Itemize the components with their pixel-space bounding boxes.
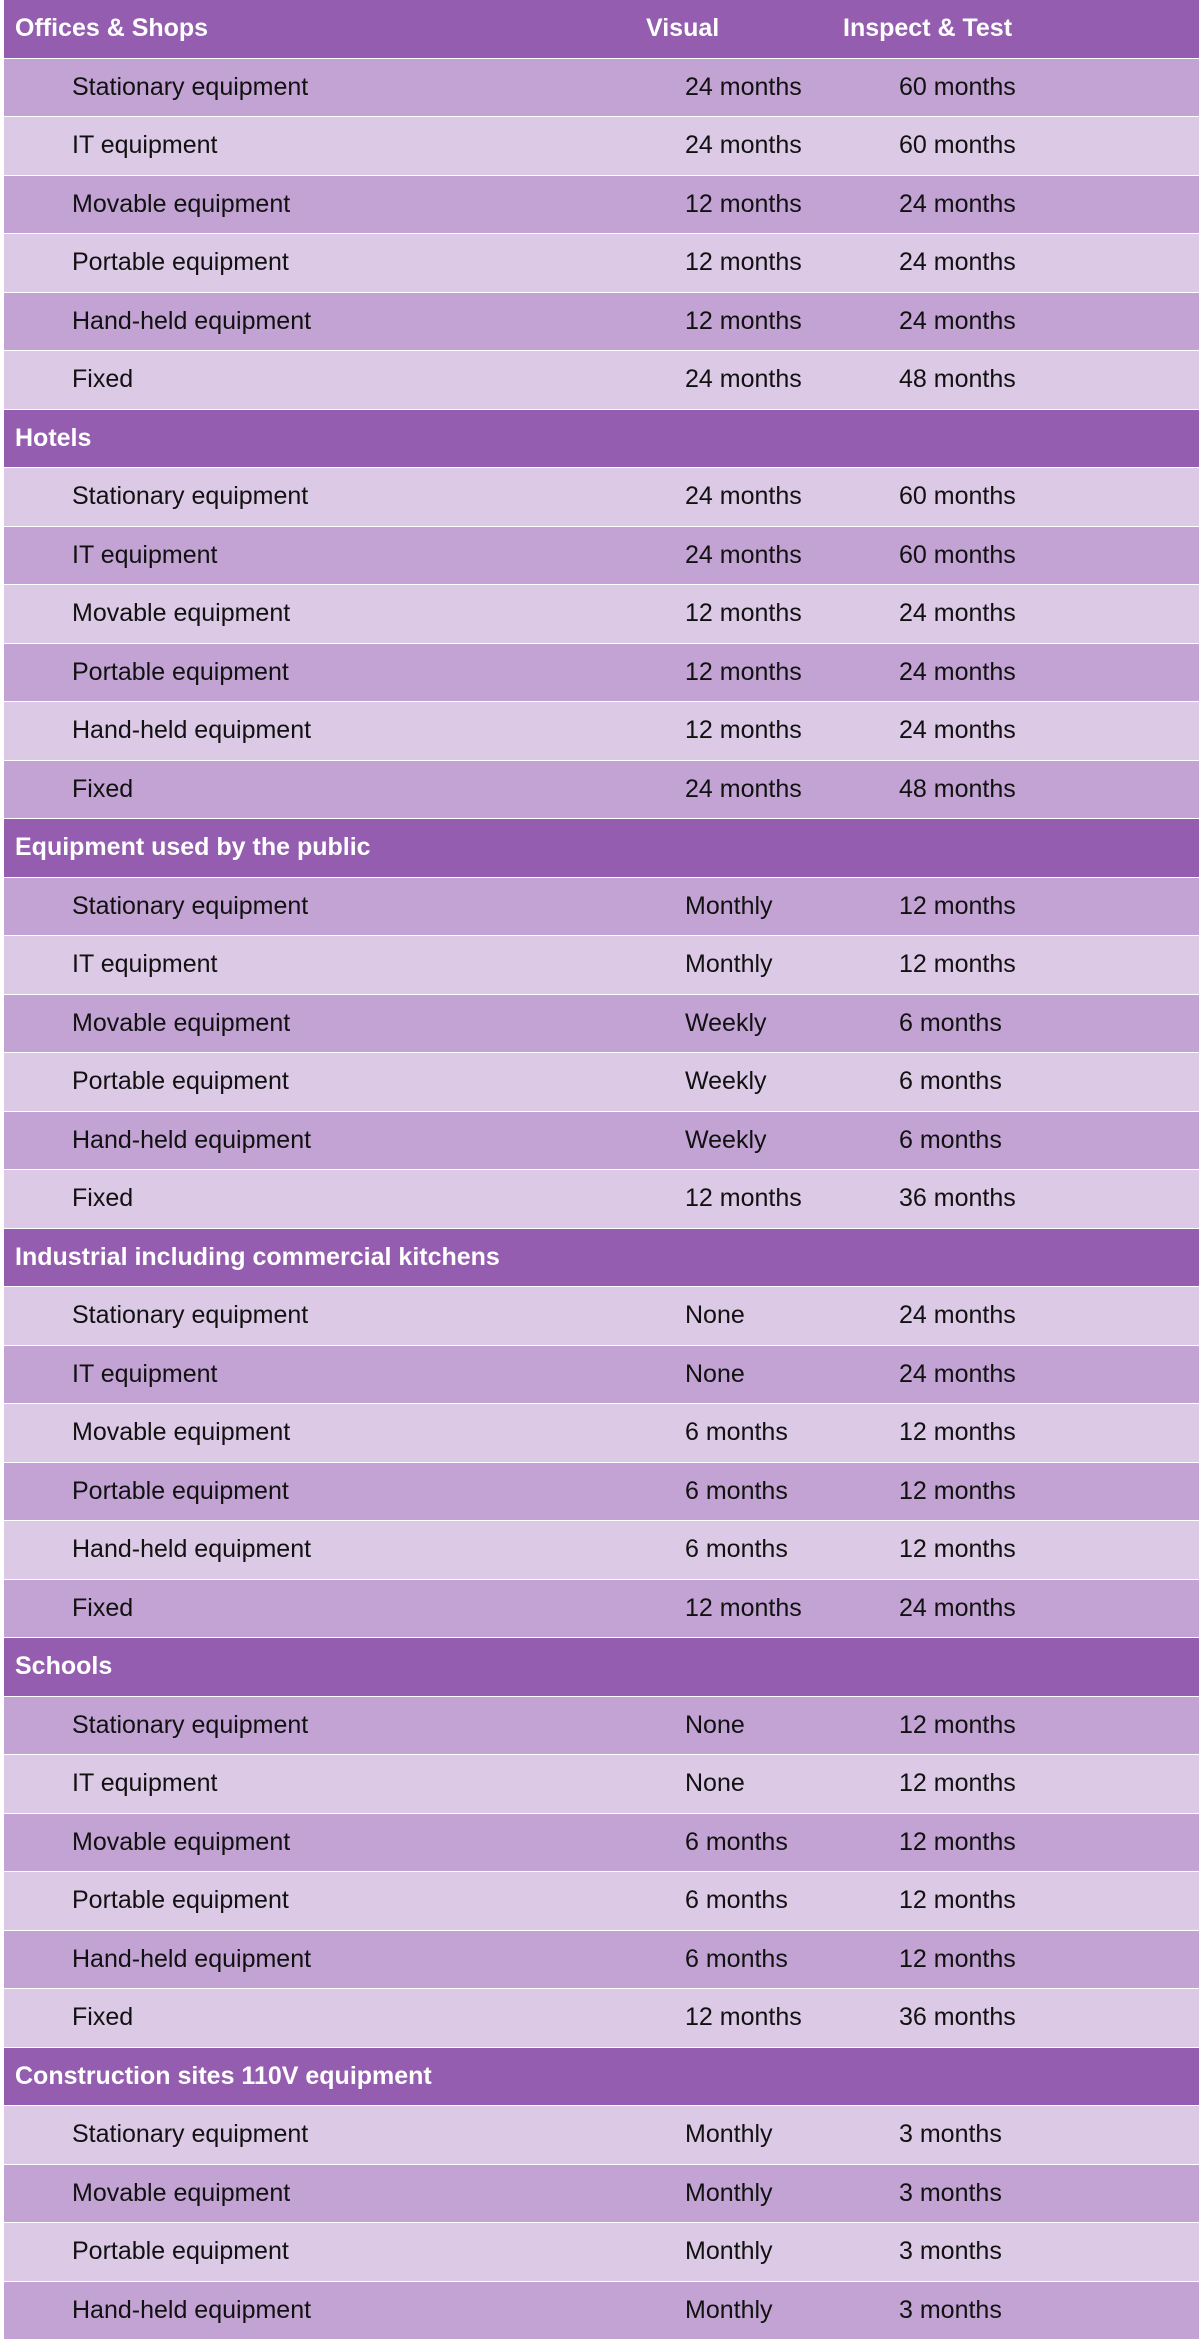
- table-row: [4, 1170, 1199, 1229]
- table-row: [4, 1463, 1199, 1522]
- table-row: [4, 2165, 1199, 2224]
- equipment-name: Hand-held equipment: [72, 1944, 312, 1973]
- visual-interval: Weekly: [685, 1008, 767, 1037]
- equipment-name: Movable equipment: [72, 1827, 291, 1856]
- equipment-name: Stationary equipment: [72, 2120, 309, 2148]
- visual-interval: Monthly: [685, 891, 773, 920]
- inspect-interval: 60 months: [899, 482, 1016, 510]
- table-row: [4, 293, 1199, 352]
- table-row: [4, 761, 1199, 820]
- inspect-interval: 48 months: [899, 365, 1016, 393]
- table-row: [4, 351, 1199, 410]
- inspect-interval: 3 months: [899, 2295, 1002, 2324]
- equipment-name: Hand-held equipment: [72, 1125, 312, 1154]
- equipment-name: Movable equipment: [72, 189, 291, 218]
- section-title: Construction sites 110V equipment: [15, 2061, 432, 2090]
- inspect-interval: 6 months: [899, 1008, 1002, 1037]
- equipment-name: Stationary equipment: [72, 1710, 309, 1739]
- column-header-visual: Visual: [646, 14, 720, 42]
- inspect-interval: 12 months: [899, 1827, 1016, 1856]
- inspect-interval: 12 months: [899, 1418, 1016, 1446]
- visual-interval: Monthly: [685, 2178, 773, 2207]
- equipment-name: Stationary equipment: [72, 482, 309, 510]
- section-title: Schools: [15, 1652, 113, 1680]
- inspect-interval: 24 months: [899, 189, 1016, 218]
- section-title: Equipment used by the public: [15, 833, 371, 861]
- equipment-name: Portable equipment: [72, 1476, 289, 1505]
- table-row: [4, 995, 1199, 1054]
- table-row: [4, 585, 1199, 644]
- inspect-interval: 24 months: [899, 1301, 1016, 1329]
- inspect-interval: 36 months: [899, 1184, 1016, 1212]
- inspect-interval: 12 months: [899, 1535, 1016, 1563]
- section-title: Industrial including commercial kitchens: [15, 1242, 500, 1271]
- equipment-name: Portable equipment: [72, 2237, 289, 2265]
- equipment-name: IT equipment: [72, 950, 218, 978]
- visual-interval: 24 months: [685, 365, 802, 393]
- table-row: [4, 2223, 1199, 2282]
- section-header: [4, 410, 1199, 469]
- visual-interval: Monthly: [685, 950, 773, 978]
- visual-interval: Monthly: [685, 2295, 773, 2324]
- visual-interval: 24 months: [685, 72, 802, 101]
- inspect-interval: 24 months: [899, 306, 1016, 335]
- equipment-name: IT equipment: [72, 131, 218, 159]
- inspect-interval: 24 months: [899, 716, 1016, 744]
- inspect-interval: 36 months: [899, 2003, 1016, 2031]
- table-row: [4, 1346, 1199, 1405]
- section-header: [4, 1229, 1199, 1288]
- inspect-interval: 60 months: [899, 540, 1016, 569]
- table-row: [4, 936, 1199, 995]
- visual-interval: 12 months: [685, 248, 802, 276]
- table-row: [4, 1814, 1199, 1873]
- table-row: [4, 878, 1199, 937]
- visual-interval: 12 months: [685, 657, 802, 686]
- equipment-name: Stationary equipment: [72, 891, 309, 920]
- equipment-name: Stationary equipment: [72, 1301, 309, 1329]
- table-row: [4, 1872, 1199, 1931]
- inspect-interval: 60 months: [899, 72, 1016, 101]
- visual-interval: 12 months: [685, 1184, 802, 1212]
- table-row: [4, 2282, 1199, 2340]
- table-row: [4, 1697, 1199, 1756]
- visual-interval: Monthly: [685, 2237, 773, 2265]
- equipment-name: IT equipment: [72, 1769, 218, 1797]
- equipment-name: Hand-held equipment: [72, 2295, 312, 2324]
- inspect-interval: 3 months: [899, 2237, 1002, 2265]
- equipment-name: Movable equipment: [72, 2178, 291, 2207]
- equipment-name: Fixed: [72, 1593, 134, 1622]
- equipment-name: IT equipment: [72, 1359, 218, 1388]
- table-row: [4, 59, 1199, 118]
- equipment-name: Movable equipment: [72, 1008, 291, 1037]
- inspect-interval: 48 months: [899, 774, 1016, 803]
- table-row: [4, 1053, 1199, 1112]
- inspection-table: [4, 0, 1199, 2340]
- visual-interval: Weekly: [685, 1125, 767, 1154]
- visual-interval: 12 months: [685, 189, 802, 218]
- visual-interval: 6 months: [685, 1827, 788, 1856]
- visual-interval: 12 months: [685, 1593, 802, 1622]
- equipment-name: Fixed: [72, 1184, 134, 1212]
- visual-interval: None: [685, 1359, 745, 1388]
- equipment-name: Portable equipment: [72, 1067, 289, 1095]
- visual-interval: None: [685, 1769, 745, 1797]
- equipment-name: Hand-held equipment: [72, 716, 312, 744]
- inspect-interval: 24 months: [899, 248, 1016, 276]
- section-header: [4, 819, 1199, 878]
- inspect-interval: 12 months: [899, 1769, 1016, 1797]
- table-row: [4, 1404, 1199, 1463]
- equipment-name: Fixed: [72, 2003, 134, 2031]
- table-row: [4, 1755, 1199, 1814]
- equipment-name: Movable equipment: [72, 599, 291, 627]
- table-row: [4, 468, 1199, 527]
- equipment-name: Hand-held equipment: [72, 306, 312, 335]
- equipment-name: Portable equipment: [72, 1886, 289, 1914]
- visual-interval: Weekly: [685, 1067, 767, 1095]
- equipment-name: Stationary equipment: [72, 72, 309, 101]
- inspect-interval: 60 months: [899, 131, 1016, 159]
- table-row: [4, 1521, 1199, 1580]
- equipment-name: Movable equipment: [72, 1418, 291, 1446]
- visual-interval: 24 months: [685, 540, 802, 569]
- inspect-interval: 24 months: [899, 1593, 1016, 1622]
- inspect-interval: 6 months: [899, 1067, 1002, 1095]
- inspect-interval: 12 months: [899, 1886, 1016, 1914]
- visual-interval: None: [685, 1301, 745, 1329]
- table-row: [4, 176, 1199, 235]
- visual-interval: 12 months: [685, 2003, 802, 2031]
- visual-interval: Monthly: [685, 2120, 773, 2148]
- visual-interval: 6 months: [685, 1476, 788, 1505]
- visual-interval: 6 months: [685, 1944, 788, 1973]
- visual-interval: 12 months: [685, 306, 802, 335]
- table-row: [4, 1112, 1199, 1171]
- visual-interval: 24 months: [685, 774, 802, 803]
- inspect-interval: 12 months: [899, 1710, 1016, 1739]
- visual-interval: 12 months: [685, 716, 802, 744]
- equipment-name: Hand-held equipment: [72, 1535, 312, 1563]
- visual-interval: None: [685, 1710, 745, 1739]
- equipment-name: Fixed: [72, 365, 134, 393]
- visual-interval: 6 months: [685, 1535, 788, 1563]
- visual-interval: 24 months: [685, 482, 802, 510]
- visual-interval: 6 months: [685, 1886, 788, 1914]
- inspect-interval: 3 months: [899, 2178, 1002, 2207]
- inspect-interval: 3 months: [899, 2120, 1002, 2148]
- inspect-interval: 6 months: [899, 1125, 1002, 1154]
- table-row: [4, 2106, 1199, 2165]
- visual-interval: 12 months: [685, 599, 802, 627]
- equipment-name: Portable equipment: [72, 248, 289, 276]
- table-row: [4, 1989, 1199, 2048]
- inspect-interval: 24 months: [899, 599, 1016, 627]
- section-header: [4, 1638, 1199, 1697]
- table-row: [4, 527, 1199, 586]
- table-row: [4, 702, 1199, 761]
- inspect-interval: 24 months: [899, 1359, 1016, 1388]
- table-row: [4, 644, 1199, 703]
- table-row: [4, 1931, 1199, 1990]
- section-header: [4, 2048, 1199, 2107]
- section-header: [4, 0, 1199, 59]
- column-header-inspect: Inspect & Test: [843, 14, 1013, 42]
- visual-interval: 24 months: [685, 131, 802, 159]
- inspect-interval: 24 months: [899, 657, 1016, 686]
- table-row: [4, 1580, 1199, 1639]
- inspect-interval: 12 months: [899, 1944, 1016, 1973]
- inspect-interval: 12 months: [899, 950, 1016, 978]
- table-row: [4, 1287, 1199, 1346]
- inspect-interval: 12 months: [899, 1476, 1016, 1505]
- table-row: [4, 234, 1199, 293]
- table-row: [4, 117, 1199, 176]
- section-title: Offices & Shops: [15, 14, 209, 42]
- equipment-name: Fixed: [72, 774, 134, 803]
- visual-interval: 6 months: [685, 1418, 788, 1446]
- inspect-interval: 12 months: [899, 891, 1016, 920]
- equipment-name: IT equipment: [72, 540, 218, 569]
- equipment-name: Portable equipment: [72, 657, 289, 686]
- section-title: Hotels: [15, 423, 92, 452]
